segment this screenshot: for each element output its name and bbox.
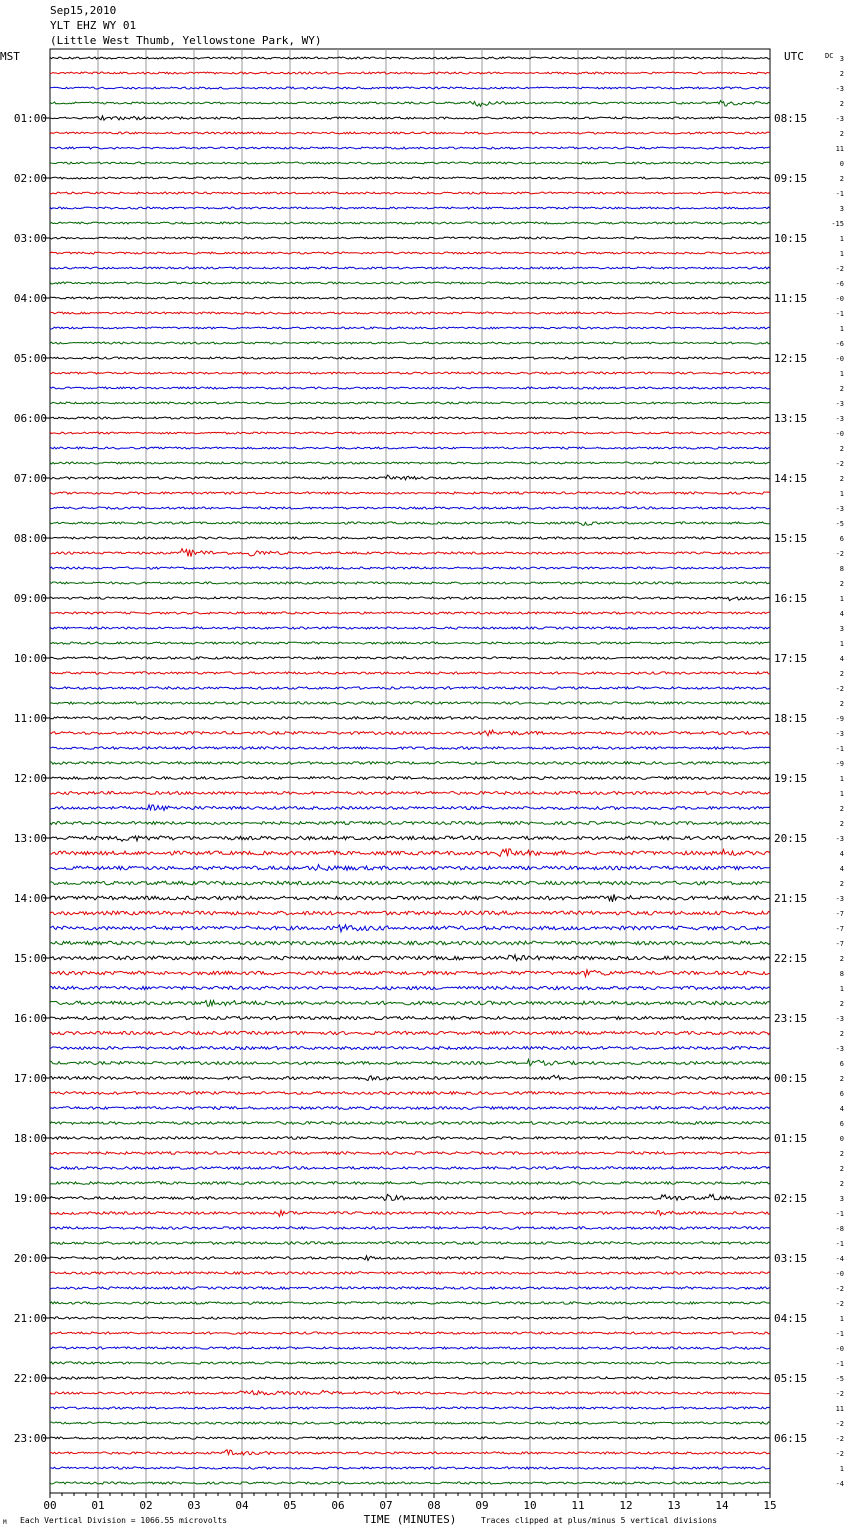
dc-offset-value: 2 (839, 955, 844, 963)
dc-offset-value: 3 (839, 205, 844, 213)
seismic-trace (50, 1347, 770, 1349)
dc-offset-value: 4 (839, 865, 844, 873)
dc-offset-value: 4 (839, 850, 844, 858)
x-tick-label: 06 (331, 1499, 345, 1512)
utc-hour-label: 17:15 (774, 652, 808, 665)
x-tick-label: 13 (667, 1499, 681, 1512)
right-zone-label: UTC (784, 50, 804, 63)
seismic-trace (50, 1482, 770, 1484)
utc-hour-label: 23:15 (774, 1012, 808, 1025)
seismic-trace (50, 1450, 770, 1455)
utc-hour-label: 00:15 (774, 1072, 808, 1085)
dc-offset-value: -3 (835, 730, 844, 738)
dc-offset-value: 11 (835, 145, 844, 153)
mst-hour-label: 18:00 (13, 1132, 47, 1145)
seismic-trace (50, 1467, 770, 1469)
plot-frame (50, 49, 770, 1493)
seismic-trace (50, 865, 770, 871)
mst-hour-label: 01:00 (13, 112, 47, 125)
seismic-trace (50, 792, 770, 795)
utc-hour-label: 22:15 (774, 952, 808, 965)
seismic-trace (50, 881, 770, 885)
seismic-trace (50, 1390, 770, 1394)
seismic-trace (50, 417, 770, 419)
dc-offset-value: 8 (839, 970, 844, 978)
dc-offset-value: -15 (831, 220, 844, 228)
x-tick-label: 11 (571, 1499, 585, 1512)
dc-offset-value: 6 (839, 535, 844, 543)
mst-hour-label: 21:00 (13, 1312, 47, 1325)
seismic-trace (50, 1210, 770, 1216)
seismic-trace (50, 642, 770, 644)
dc-offset-value: 0 (839, 1135, 844, 1143)
dc-offset-value: -3 (835, 115, 844, 123)
dc-offset-value: -7 (835, 940, 844, 948)
dc-offset-value: 2 (839, 130, 844, 138)
seismic-trace (50, 222, 770, 224)
mst-hour-label: 14:00 (13, 892, 47, 905)
dc-offset-value: 1 (839, 325, 844, 333)
seismic-trace (50, 101, 770, 107)
seismic-trace (50, 207, 770, 209)
dc-offset-value: -2 (835, 1435, 844, 1443)
dc-offset-value: -6 (835, 340, 844, 348)
dc-offset-value: -1 (835, 1240, 844, 1248)
dc-offset-value: -2 (835, 1450, 844, 1458)
seismic-trace (50, 1107, 770, 1110)
dc-offset-value: 4 (839, 1105, 844, 1113)
mst-hour-label: 11:00 (13, 712, 47, 725)
seismic-trace (50, 1047, 770, 1050)
utc-hour-label: 06:15 (774, 1432, 808, 1445)
x-tick-label: 15 (763, 1499, 777, 1512)
dc-offset-value: -2 (835, 1420, 844, 1428)
utc-hour-label: 21:15 (774, 892, 808, 905)
dc-offset-value: 1 (839, 1315, 844, 1323)
dc-offset-value: 1 (839, 640, 844, 648)
dc-offset-value: -0 (835, 430, 844, 438)
dc-offset-value: 2 (839, 70, 844, 78)
dc-offset-value: 3 (839, 55, 844, 63)
seismic-trace (50, 777, 770, 780)
dc-offset-value: 2 (839, 475, 844, 483)
seismic-trace (50, 1377, 770, 1379)
seismic-trace (50, 1031, 770, 1034)
seismic-trace (50, 282, 770, 284)
dc-offset-value: -3 (835, 1015, 844, 1023)
dc-offset-value: -3 (835, 505, 844, 513)
seismic-trace (50, 822, 770, 825)
utc-hour-label: 13:15 (774, 412, 808, 425)
seismic-trace (50, 312, 770, 314)
seismic-trace (50, 297, 770, 299)
dc-offset-value: 2 (839, 385, 844, 393)
utc-hour-label: 19:15 (774, 772, 808, 785)
seismic-trace (50, 357, 770, 359)
seismic-trace (50, 1152, 770, 1155)
mst-hour-label: 02:00 (13, 172, 47, 185)
dc-offset-value: 2 (839, 1000, 844, 1008)
seismic-trace (50, 1302, 770, 1304)
dc-label: DC (825, 52, 834, 60)
station-location: (Little West Thumb, Yellowstone Park, WY) (50, 34, 322, 47)
x-tick-label: 12 (619, 1499, 633, 1512)
seismic-trace (50, 1137, 770, 1140)
dc-offset-value: -2 (835, 550, 844, 558)
seismic-trace (50, 492, 770, 494)
seismic-trace (50, 1332, 770, 1334)
seismic-trace (50, 342, 770, 344)
mst-hour-label: 04:00 (13, 292, 47, 305)
seismic-trace (50, 432, 770, 434)
dc-offset-value: 6 (839, 1090, 844, 1098)
dc-offset-value: -2 (835, 1300, 844, 1308)
seismic-trace (50, 87, 770, 89)
seismic-trace (50, 372, 770, 374)
mst-hour-label: 10:00 (13, 652, 47, 665)
seismic-trace (50, 1272, 770, 1274)
dc-offset-value: -3 (835, 835, 844, 843)
dc-offset-value: 6 (839, 1120, 844, 1128)
dc-offset-value: -3 (835, 895, 844, 903)
dc-offset-value: 1 (839, 370, 844, 378)
seismic-trace (50, 582, 770, 584)
seismic-trace (50, 327, 770, 329)
dc-offset-value: -6 (835, 280, 844, 288)
seismic-trace (50, 1317, 770, 1319)
dc-offset-value: 1 (839, 775, 844, 783)
seismic-trace (50, 1437, 770, 1439)
dc-offset-value: -2 (835, 1390, 844, 1398)
dc-offset-value: 1 (839, 1465, 844, 1473)
dc-offset-value: -1 (835, 190, 844, 198)
seismic-trace (50, 1092, 770, 1095)
seismic-trace (50, 657, 770, 659)
seismic-trace (50, 507, 770, 509)
clip-note: Traces clipped at plus/minus 5 vertical divisions (481, 1516, 718, 1525)
seismic-trace (50, 72, 770, 74)
seismic-trace (50, 986, 770, 989)
dc-offset-value: -4 (835, 1255, 844, 1263)
seismic-trace (50, 267, 770, 269)
seismic-trace (50, 1287, 770, 1289)
seismic-trace (50, 1407, 770, 1409)
seismic-trace (50, 1016, 770, 1019)
seismic-trace (50, 522, 770, 525)
dc-offset-value: -7 (835, 910, 844, 918)
utc-hour-label: 05:15 (774, 1372, 808, 1385)
mst-hour-label: 03:00 (13, 232, 47, 245)
dc-offset-value: -1 (835, 310, 844, 318)
dc-offset-value: 3 (839, 625, 844, 633)
x-tick-label: 00 (43, 1499, 57, 1512)
mst-hour-label: 06:00 (13, 412, 47, 425)
station-code: YLT EHZ WY 01 (50, 19, 137, 32)
dc-offset-value: 4 (839, 655, 844, 663)
mst-hour-label: 20:00 (13, 1252, 47, 1265)
dc-offset-value: 1 (839, 595, 844, 603)
utc-hour-label: 20:15 (774, 832, 808, 845)
seismic-trace (50, 730, 770, 736)
scale-note: Each Vertical Division = 1066.55 microvolts (20, 1516, 228, 1525)
utc-hour-label: 08:15 (774, 112, 808, 125)
dc-offset-value: 2 (839, 1180, 844, 1188)
utc-hour-label: 18:15 (774, 712, 808, 725)
seismic-trace (50, 911, 770, 915)
dc-offset-value: -3 (835, 85, 844, 93)
seismic-trace (50, 941, 770, 945)
dc-offset-value: 3 (839, 1195, 844, 1203)
mst-hour-label: 12:00 (13, 772, 47, 785)
seismic-trace (50, 132, 770, 134)
x-tick-label: 03 (187, 1499, 201, 1512)
dc-offset-value: -1 (835, 1330, 844, 1338)
x-tick-label: 04 (235, 1499, 249, 1512)
seismic-trace (50, 116, 770, 120)
dc-offset-value: 1 (839, 235, 844, 243)
seismic-trace (50, 849, 770, 857)
dc-offset-value: 2 (839, 445, 844, 453)
dc-offset-value: 6 (839, 1060, 844, 1068)
utc-hour-label: 03:15 (774, 1252, 808, 1265)
seismic-trace (50, 192, 770, 194)
dc-offset-value: -0 (835, 1345, 844, 1353)
seismic-trace (50, 447, 770, 449)
dc-offset-value: -3 (835, 1045, 844, 1053)
seismic-trace (50, 57, 770, 59)
dc-offset-value: 1 (839, 490, 844, 498)
seismic-trace (50, 597, 770, 601)
utc-hour-label: 11:15 (774, 292, 808, 305)
dc-offset-value: -9 (835, 715, 844, 723)
dc-offset-value: 2 (839, 580, 844, 588)
seismic-trace (50, 1059, 770, 1066)
dc-offset-value: 2 (839, 700, 844, 708)
seismic-trace (50, 402, 770, 404)
dc-offset-value: -8 (835, 1225, 844, 1233)
mst-hour-label: 05:00 (13, 352, 47, 365)
x-tick-label: 01 (91, 1499, 105, 1512)
seismic-trace (50, 1000, 770, 1006)
seismic-trace (50, 177, 770, 179)
seismic-trace (50, 1362, 770, 1364)
seismic-trace (50, 475, 770, 480)
seismic-trace (50, 925, 770, 932)
dc-offset-value: -0 (835, 1270, 844, 1278)
utc-hour-label: 16:15 (774, 592, 808, 605)
seismic-trace (50, 627, 770, 629)
x-tick-label: 05 (283, 1499, 297, 1512)
seismic-trace (50, 1256, 770, 1261)
dc-offset-value: 4 (839, 610, 844, 618)
dc-offset-value: 1 (839, 790, 844, 798)
seismic-trace (50, 1167, 770, 1170)
seismic-trace (50, 717, 770, 720)
dc-offset-value: 2 (839, 100, 844, 108)
mst-hour-label: 08:00 (13, 532, 47, 545)
x-tick-label: 07 (379, 1499, 393, 1512)
utc-hour-label: 02:15 (774, 1192, 808, 1205)
dc-offset-value: -7 (835, 925, 844, 933)
mst-hour-label: 16:00 (13, 1012, 47, 1025)
x-tick-label: 09 (475, 1499, 489, 1512)
dc-offset-value: -2 (835, 265, 844, 273)
seismic-trace (50, 1075, 770, 1080)
utc-hour-label: 10:15 (774, 232, 808, 245)
mst-hour-label: 13:00 (13, 832, 47, 845)
dc-offset-value: 11 (835, 1405, 844, 1413)
dc-offset-value: 2 (839, 1150, 844, 1158)
dc-offset-value: -2 (835, 685, 844, 693)
dc-offset-value: -0 (835, 295, 844, 303)
mst-hour-label: 23:00 (13, 1432, 47, 1445)
utc-hour-label: 15:15 (774, 532, 808, 545)
seismic-trace (50, 252, 770, 254)
mst-hour-label: 19:00 (13, 1192, 47, 1205)
dc-offset-value: -2 (835, 1285, 844, 1293)
seismic-trace (50, 805, 770, 811)
corner-mark: M (3, 1519, 7, 1526)
utc-hour-label: 04:15 (774, 1312, 808, 1325)
utc-hour-label: 09:15 (774, 172, 808, 185)
seismic-trace (50, 836, 770, 841)
mst-hour-label: 07:00 (13, 472, 47, 485)
seismic-trace (50, 1227, 770, 1230)
seismic-trace (50, 387, 770, 389)
x-tick-label: 08 (427, 1499, 441, 1512)
seismic-trace (50, 970, 770, 977)
seismic-trace (50, 567, 770, 569)
dc-offset-value: 2 (839, 1030, 844, 1038)
seismic-trace (50, 537, 770, 539)
mst-hour-label: 22:00 (13, 1372, 47, 1385)
dc-offset-value: -9 (835, 760, 844, 768)
dc-offset-value: 1 (839, 985, 844, 993)
seismic-trace (50, 162, 770, 164)
utc-hour-label: 01:15 (774, 1132, 808, 1145)
mst-hour-label: 17:00 (13, 1072, 47, 1085)
dc-offset-value: 2 (839, 1075, 844, 1083)
seismic-trace (50, 747, 770, 750)
seismic-trace (50, 762, 770, 765)
record-date: Sep15,2010 (50, 4, 117, 17)
utc-hour-label: 12:15 (774, 352, 808, 365)
dc-offset-value: -0 (835, 355, 844, 363)
mst-hour-label: 15:00 (13, 952, 47, 965)
seismic-trace (50, 1422, 770, 1424)
seismic-trace (50, 955, 770, 961)
dc-offset-value: -5 (835, 1375, 844, 1383)
x-tick-label: 10 (523, 1499, 537, 1512)
dc-offset-value: 2 (839, 805, 844, 813)
seismic-trace (50, 549, 770, 557)
seismic-trace (50, 687, 770, 689)
seismic-trace (50, 1194, 770, 1200)
dc-offset-value: -4 (835, 1480, 844, 1488)
dc-offset-value: -1 (835, 745, 844, 753)
mst-hour-label: 09:00 (13, 592, 47, 605)
seismic-trace (50, 1242, 770, 1245)
seismic-trace (50, 672, 770, 674)
dc-offset-value: -3 (835, 415, 844, 423)
seismic-trace (50, 1122, 770, 1125)
dc-offset-value: -1 (835, 1210, 844, 1218)
seismic-trace (50, 462, 770, 464)
dc-offset-value: 2 (839, 1165, 844, 1173)
dc-offset-value: 1 (839, 250, 844, 258)
x-axis-title: TIME (MINUTES) (363, 1513, 457, 1526)
x-tick-label: 14 (715, 1499, 729, 1512)
dc-offset-value: 2 (839, 175, 844, 183)
dc-offset-value: 2 (839, 820, 844, 828)
dc-offset-value: -2 (835, 460, 844, 468)
seismic-trace (50, 237, 770, 239)
x-tick-label: 02 (139, 1499, 153, 1512)
seismic-trace (50, 1182, 770, 1185)
seismic-trace (50, 894, 770, 902)
dc-offset-value: -5 (835, 520, 844, 528)
seismic-trace (50, 702, 770, 704)
dc-offset-value: -3 (835, 400, 844, 408)
dc-offset-value: 8 (839, 565, 844, 573)
left-zone-label: MST (0, 50, 20, 63)
seismic-trace (50, 147, 770, 149)
dc-offset-value: 2 (839, 670, 844, 678)
utc-hour-label: 14:15 (774, 472, 808, 485)
seismic-trace (50, 612, 770, 614)
dc-offset-value: 2 (839, 880, 844, 888)
dc-offset-value: -1 (835, 1360, 844, 1368)
dc-offset-value: 0 (839, 160, 844, 168)
